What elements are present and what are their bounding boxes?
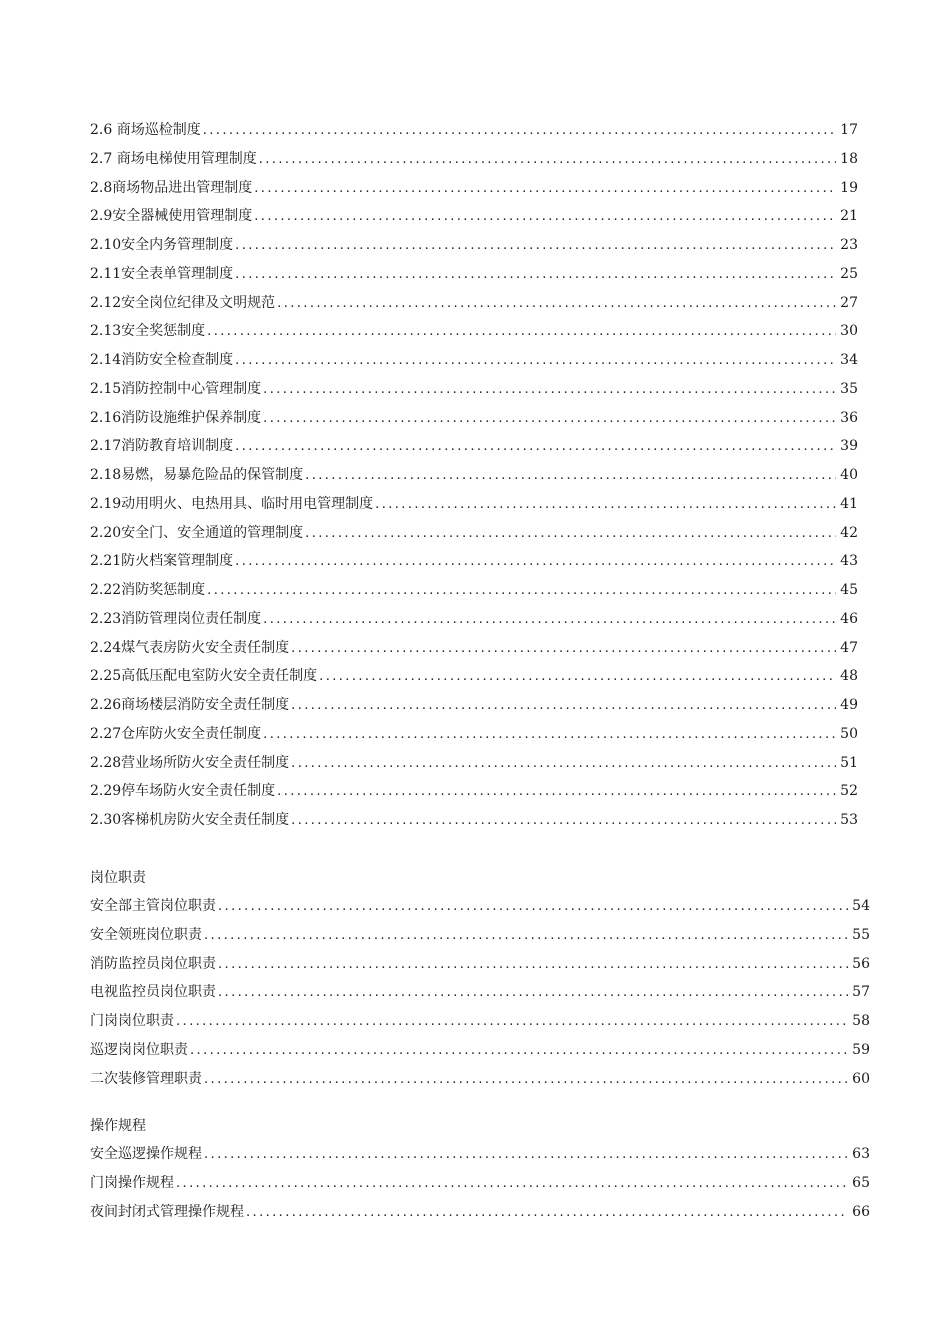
toc-page-number: 49 [840,697,858,713]
toc-entry[interactable] [90,950,870,979]
toc-ops-list [90,1140,870,1226]
toc-page-number: 65 [852,1174,870,1191]
toc-entry-title: 2.10安全内务管理制度 [90,237,234,253]
toc-entry[interactable] [90,634,858,663]
toc-page-number: 47 [840,639,858,656]
toc-page-number: 46 [840,610,858,627]
toc-page-number: 25 [840,265,858,282]
toc-dot-leader [176,1170,848,1199]
toc-dot-leader [263,721,836,750]
toc-entry-title: 2.30客梯机房防火安全责任制度 [90,812,290,828]
toc-entry-title: 2.12安全岗位纪律及文明规范 [90,294,276,311]
toc-entry-title: 2.14消防安全检查制度 [90,352,234,368]
toc-entry-title: 2.16消防设施维护保养制度 [90,409,262,426]
toc-entry-title: 2.21防火档案管理制度 [90,553,234,570]
toc-dot-leader [291,750,836,779]
toc-dot-leader [190,1037,848,1066]
toc-entry-title: 2.15消防控制中心管理制度 [90,380,262,397]
toc-dot-leader [375,491,836,520]
toc-entry-title: 2.28营业场所防火安全责任制度 [90,754,290,771]
toc-dot-leader [263,606,836,635]
toc-entry-title: 二次装修管理职责 [90,1070,202,1087]
toc-entry-title: 2.6 商场巡检制度 [90,122,201,138]
toc-entry[interactable] [90,662,858,691]
toc-entry-title: 2.18易燃，易暴危险品的保管制度 [90,467,304,483]
toc-entry[interactable] [90,892,870,921]
toc-entry[interactable] [90,317,858,346]
toc-dot-leader [204,922,848,951]
toc-entry-title: 安全领班岗位职责 [90,926,202,943]
toc-entry[interactable] [90,404,858,433]
toc-post-section [90,864,870,1093]
toc-entry-title: 2.27仓库防火安全责任制度 [90,725,262,742]
toc-entry-title: 门岗岗位职责 [90,1013,174,1029]
toc-dot-leader [176,1008,848,1037]
toc-dot-leader [235,433,836,462]
toc-entry[interactable] [90,231,858,260]
toc-dot-leader [263,376,836,405]
toc-dot-leader [277,290,836,319]
toc-entry[interactable] [90,1169,870,1198]
toc-page-number: 63 [852,1146,870,1162]
toc-entry[interactable] [90,1198,870,1227]
toc-dot-leader [254,203,836,232]
toc-entry[interactable] [90,1140,870,1169]
toc-dot-leader [235,347,836,376]
toc-entry[interactable] [90,720,858,749]
toc-entry[interactable] [90,174,858,203]
toc-entry[interactable] [90,547,858,576]
toc-entry-title: 2.26商场楼层消防安全责任制度 [90,697,290,713]
toc-page-number: 19 [840,179,858,196]
toc-entry-title: 2.22消防奖惩制度 [90,582,206,598]
toc-page-number: 54 [852,898,870,914]
toc-dot-leader [218,979,848,1008]
toc-entry[interactable] [90,978,870,1007]
toc-dot-leader [277,778,836,807]
toc-dot-leader [291,635,836,664]
toc-page-number: 53 [840,812,858,828]
toc-dot-leader [291,692,836,721]
toc-entry-title: 夜间封闭式管理操作规程 [90,1203,244,1220]
toc-entry-title: 2.24煤气表房防火安全责任制度 [90,639,290,656]
toc-entry[interactable] [90,777,858,806]
toc-page-number: 59 [852,1041,870,1058]
toc-entry[interactable] [90,116,858,145]
section-heading-ops: 操作规程 [90,1118,146,1134]
toc-page-number: 56 [852,955,870,972]
toc-page-number: 36 [840,409,858,426]
toc-dot-leader [204,1141,848,1170]
toc-page-number: 40 [840,467,858,483]
toc-dot-leader [254,175,836,204]
toc-page-number: 60 [852,1070,870,1087]
toc-entry-title: 2.7 商场电梯使用管理制度 [90,150,257,167]
toc-dot-leader [203,117,836,146]
toc-page-number: 66 [852,1203,870,1220]
toc-entry-title: 2.20安全门、安全通道的管理制度 [90,524,304,541]
toc-entry-title: 安全巡逻操作规程 [90,1146,202,1162]
toc-dot-leader [291,807,836,836]
toc-dot-leader [235,548,836,577]
toc-entry[interactable] [90,1007,870,1036]
toc-entry-title: 门岗操作规程 [90,1174,174,1191]
toc-entry[interactable] [90,691,858,720]
toc-entry-title: 2.11安全表单管理制度 [90,265,234,282]
toc-page-number: 18 [840,150,858,167]
toc-entry-title: 2.19动用明火、电热用具、临时用电管理制度 [90,495,374,512]
toc-page-number: 17 [840,122,858,138]
toc-entry[interactable] [90,806,858,835]
toc-entry[interactable] [90,921,870,950]
toc-entry-title: 2.8商场物品进出管理制度 [90,179,253,196]
toc-entry-title: 消防监控员岗位职责 [90,955,216,972]
toc-page-number: 21 [840,208,858,225]
toc-main-list [90,116,858,835]
toc-page-number: 58 [852,1013,870,1029]
toc-entry-title: 2.17消防教育培训制度 [90,438,234,455]
toc-page-number: 23 [840,237,858,253]
toc-page-number: 50 [840,725,858,742]
toc-page-number: 45 [840,582,858,598]
toc-dot-leader [218,893,848,922]
toc-entry-title: 2.13安全奖惩制度 [90,323,206,340]
toc-dot-leader [259,146,836,175]
toc-entry[interactable] [90,1065,870,1094]
toc-entry[interactable] [90,490,858,519]
toc-page-number: 39 [840,438,858,455]
toc-page-number: 27 [840,294,858,311]
toc-page-number: 30 [840,323,858,340]
toc-page-number: 35 [840,380,858,397]
toc-page-number: 34 [840,352,858,368]
toc-dot-leader [235,232,836,261]
toc-entry[interactable] [90,260,858,289]
toc-post-list [90,892,870,1093]
toc-entry[interactable] [90,461,858,490]
toc-page-number: 42 [840,524,858,541]
toc-entry[interactable] [90,605,858,634]
toc-entry-title: 巡逻岗岗位职责 [90,1041,188,1058]
toc-entry[interactable] [90,289,858,318]
toc-dot-leader [305,520,836,549]
toc-dot-leader [263,405,836,434]
section-heading-post: 岗位职责 [90,870,146,886]
toc-page-number: 41 [840,495,858,512]
toc-entry[interactable] [90,1036,870,1065]
toc-dot-leader [319,663,836,692]
toc-dot-leader [235,261,836,290]
toc-page-number: 57 [852,984,870,1001]
toc-entry[interactable] [90,432,858,461]
toc-dot-leader [204,1066,848,1095]
toc-entry[interactable] [90,749,858,778]
toc-entry[interactable] [90,145,858,174]
toc-dot-leader [246,1199,848,1228]
toc-dot-leader [207,577,836,606]
toc-page-number: 48 [840,668,858,685]
toc-dot-leader [218,951,848,980]
toc-ops-section [90,1112,870,1226]
toc-page-number: 55 [852,926,870,943]
toc-entry[interactable] [90,576,858,605]
toc-dot-leader [207,318,836,347]
toc-dot-leader [305,462,836,491]
toc-entry-title: 2.23消防管理岗位责任制度 [90,610,262,627]
toc-page-number: 43 [840,553,858,570]
toc-entry[interactable] [90,202,858,231]
toc-entry-title: 电视监控员岗位职责 [90,984,216,1001]
toc-entry[interactable] [90,519,858,548]
toc-entry[interactable] [90,346,858,375]
toc-entry-title: 2.9安全器械使用管理制度 [90,208,253,225]
toc-entry-title: 2.29停车场防火安全责任制度 [90,783,276,800]
toc-entry[interactable] [90,375,858,404]
toc-page-number: 52 [840,783,858,800]
toc-entry-title: 2.25高低压配电室防火安全责任制度 [90,668,318,685]
toc-entry-title: 安全部主管岗位职责 [90,898,216,914]
toc-page-number: 51 [840,754,858,771]
